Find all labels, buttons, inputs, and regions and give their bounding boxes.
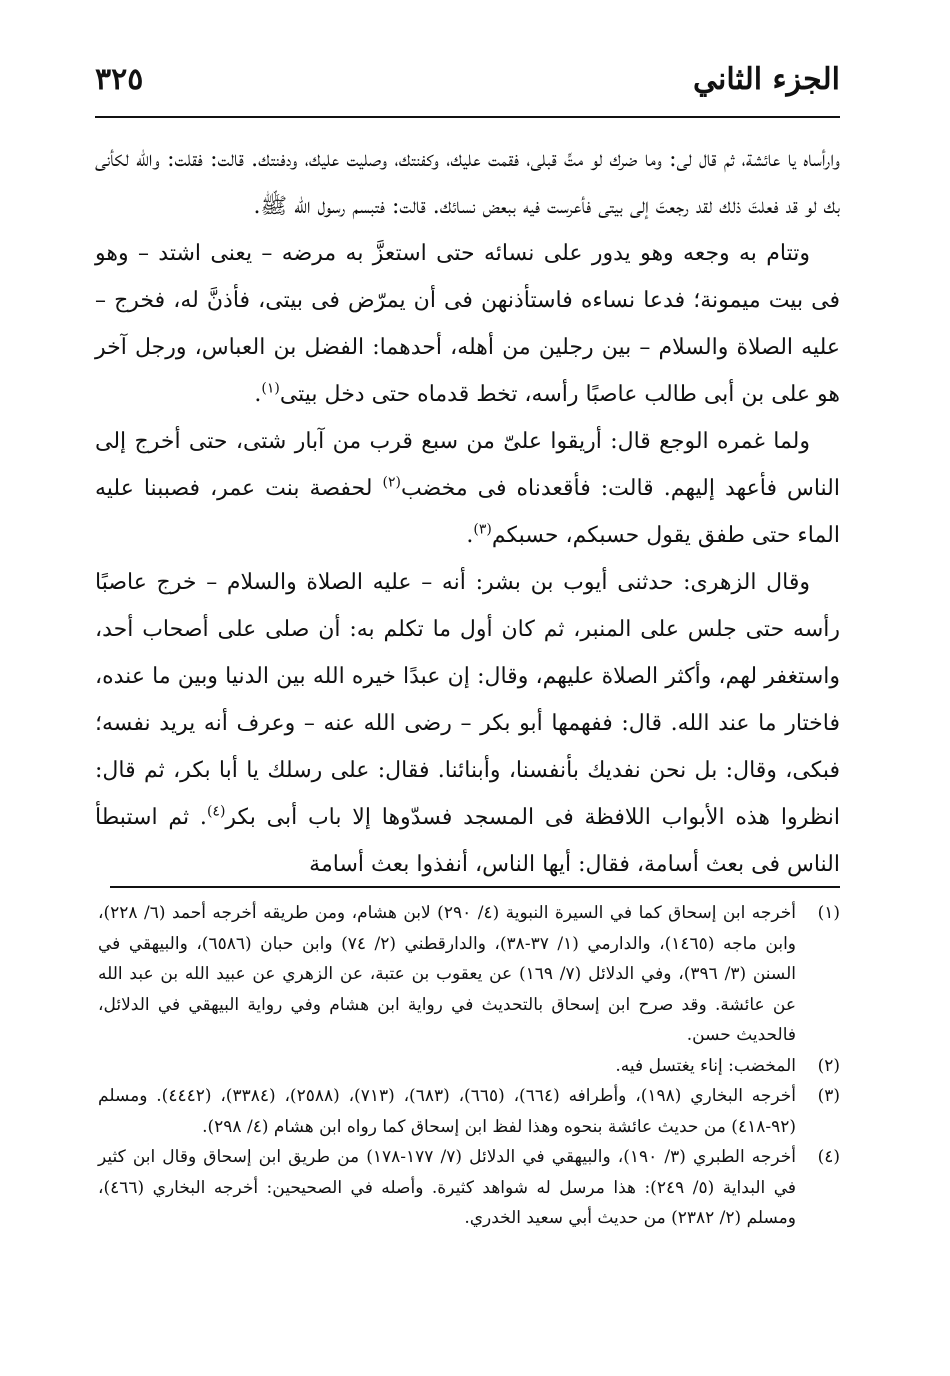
footnote-number: (٢): [817, 1055, 840, 1076]
paragraph: ولما غمره الوجع قال: أريقوا علىّ من سبع قرب من آبار شتى، حتى أخرج إلى الناس فأعهد إليهم. قالت: فأقعدناه فى مخضب$^{(٢)}$ لحفصة بنت عمر، فصببنا عليه الماء حتى طفق يقول حسبكم، حسبكم$^{(٣)}$.: [95, 429, 840, 548]
paragraph-text: ولما غمره الوجع قال: أريقوا علىّ من سبع قرب من آبار شتى، حتى أخرج إلى الناس فأعهد إليهم. قالت: فأقعدناه فى مخضب: [95, 429, 840, 501]
footnote-reference: (١): [261, 380, 280, 397]
paragraph-text: وتتام به وجعه وهو يدور على نسائه حتى استعزَّ به مرضه – يعنى اشتد – وهو فى بيت ميمونة؛ فدعا نساءه فاستأذنهن فى أن يمرّض فى بيتى، فأذنَّ له، فخرج – عليه الصلاة والسلام – بين رجلين من أهله، أحدهما: الفضل بن العباس، ورجل آخر هو على بن أبى طالب عاصبًا رأسه، تخط قدماه حتى دخل بيتى: [95, 241, 840, 407]
footnote: [98, 1081, 840, 1142]
running-title: الجزء الثاني: [693, 62, 840, 97]
page-number: ٣٢٥: [95, 62, 144, 97]
footnote-text: أخرجه البخاري (١٩٨)، وأطرافه (٦٦٤)، (٦٦٥)، (٦٨٣)، (٧١٣)، (٢٥٨٨)، (٣٣٨٤)، (٤٤٤٢). ومسلم (٩٢-٤١٨) من حديث عائشة بنحوه وهذا لفظ ابن إسحاق كما رواه ابن هشام (٤/ ٢٩٨).: [98, 1086, 796, 1137]
footnote: [98, 898, 840, 1051]
paragraph: وتتام به وجعه وهو يدور على نسائه حتى استعزَّ به مرضه – يعنى اشتد – وهو فى بيت ميمونة؛ فدعا نساءه فاستأذنهن فى أن يمرّض فى بيتى، فأذنَّ له، فخرج – عليه الصلاة والسلام – بين رجلين من أهله، أحدهما: الفضل بن العباس، ورجل آخر هو على بن أبى طالب عاصبًا رأسه، تخط قدماه حتى دخل بيتى$^{(١)}$.: [95, 241, 840, 407]
footnote-text: أخرجه الطبري (٣/ ١٩٠)، والبيهقي في الدلائل (٧/ ١٧٧-١٧٨) من طريق ابن إسحاق وقال ابن كثير في البداية (٥/ ٢٤٩): هذا مرسل له شواهد كثيرة. وأصله في الصحيحين: أخرجه البخاري (٤٦٦)، ومسلم (٢/ ٢٣٨٢) من حديث أبي سعيد الخدري.: [98, 1147, 796, 1228]
paragraph: [95, 136, 840, 230]
footnote-reference: (٣): [473, 521, 492, 538]
paragraph-text: ثم استبطأ الناس فى بعث أسامة، فقال: أيها الناس، أنفذوا بعث أسامة: [95, 805, 840, 877]
footnotes: [98, 898, 840, 1234]
paragraph: وقال الزهرى: حدثنى أيوب بن بشر: أنه – عليه الصلاة والسلام – خرج عاصبًا رأسه حتى جلس على المنبر، ثم كان أول ما تكلم به: أن صلى على أصحاب أحد، واستغفر لهم، وأكثر الصلاة عليهم، وقال: إن عبدًا خيره الله بين الدنيا وبين ما عنده، فاختار ما عند الله. قال: ففهمها أبو بكر – رضى الله عنه – وعرف أنه يريد نفسه؛ فبكى، وقال: بل نحن نفديك بأنفسنا، وأبنائنا. فقال: على رسلك يا أبا بكر، ثم قال: انظروا هذه الأبواب اللافظة فى المسجد فسدّوها إلا باب أبى بكر$^{(٤)}$. ثم استبطأ الناس فى بعث أسامة، فقال: أيها الناس، أنفذوا بعث أسامة: [95, 570, 840, 877]
page-header: [95, 58, 840, 110]
footnote-divider: [110, 886, 840, 888]
paragraph-text: لحفصة بنت عمر، فصببنا عليه الماء حتى طفق يقول حسبكم، حسبكم: [95, 476, 840, 548]
footnote-number: (٣): [817, 1086, 840, 1106]
paragraph-text: وقال الزهرى: حدثنى أيوب بن بشر: أنه – عليه الصلاة والسلام – خرج عاصبًا رأسه حتى جلس على المنبر، ثم كان أول ما تكلم به: أن صلى على أصحاب أحد، واستغفر لهم، وأكثر الصلاة عليهم، وقال: إن عبدًا خيره الله بين الدنيا وبين ما عنده، فاختار ما عند الله. قال: ففهمها أبو بكر – رضى الله عنه – وعرف أنه يريد نفسه؛ فبكى، وقال: بل نحن نفديك بأنفسنا، وأبنائنا. فقال: على رسلك يا أبا بكر، ثم قال: انظروا هذه الأبواب اللافظة فى المسجد فسدّوها إلا باب أبى بكر: [95, 570, 840, 830]
footnote-reference: (٢): [382, 474, 401, 491]
footnote-number: (١): [817, 903, 840, 923]
footnote-text: أخرجه ابن إسحاق كما في السيرة النبوية (٤/ ٢٩٠) لابن هشام، ومن طريقه أخرجه أحمد (٦/ ٢٢٨)، وابن ماجه (١٤٦٥)، والدارمي (١/ ٣٧-٣٨)، والدارقطني (٢/ ٧٤) وابن حبان (٦٥٨٦)، والبيهقي في السنن (٣/ ٣٩٦)، وفي الدلائل (٧/ ١٦٩) عن يعقوب بن عتبة، عن الزهري عن عبيد الله بن عبد الله عن عائشة. وقد صرح ابن إسحاق بالتحديث في رواية ابن هشام وفي رواية البيهقي في الدلائل، فالحديث حسن.: [98, 903, 797, 1045]
header-divider: [95, 116, 840, 118]
footnote: [98, 1142, 840, 1234]
paragraph-text: وارأساه يا عائشة، ثم قال لى: وما ضرك لو متِّ قبلى، فقمت عليك، وكفنتك، وصليت عليك، ودفنتك. قالت: فقلت: والله لكأنى بك لو قد فعلتَ ذلك لقد رجعتَ إلى بيتى فأعرست فيه ببعض نسائك. قالت: فتبسم رسول الله ﷺ.: [95, 147, 840, 219]
footnote: [98, 1051, 840, 1082]
footnote-number: (٤): [817, 1147, 840, 1167]
footnote-text: المخضب: إناء يغتسل فيه.: [615, 1055, 796, 1076]
footnote-reference: (٤): [206, 803, 226, 820]
main-text: [95, 136, 840, 888]
